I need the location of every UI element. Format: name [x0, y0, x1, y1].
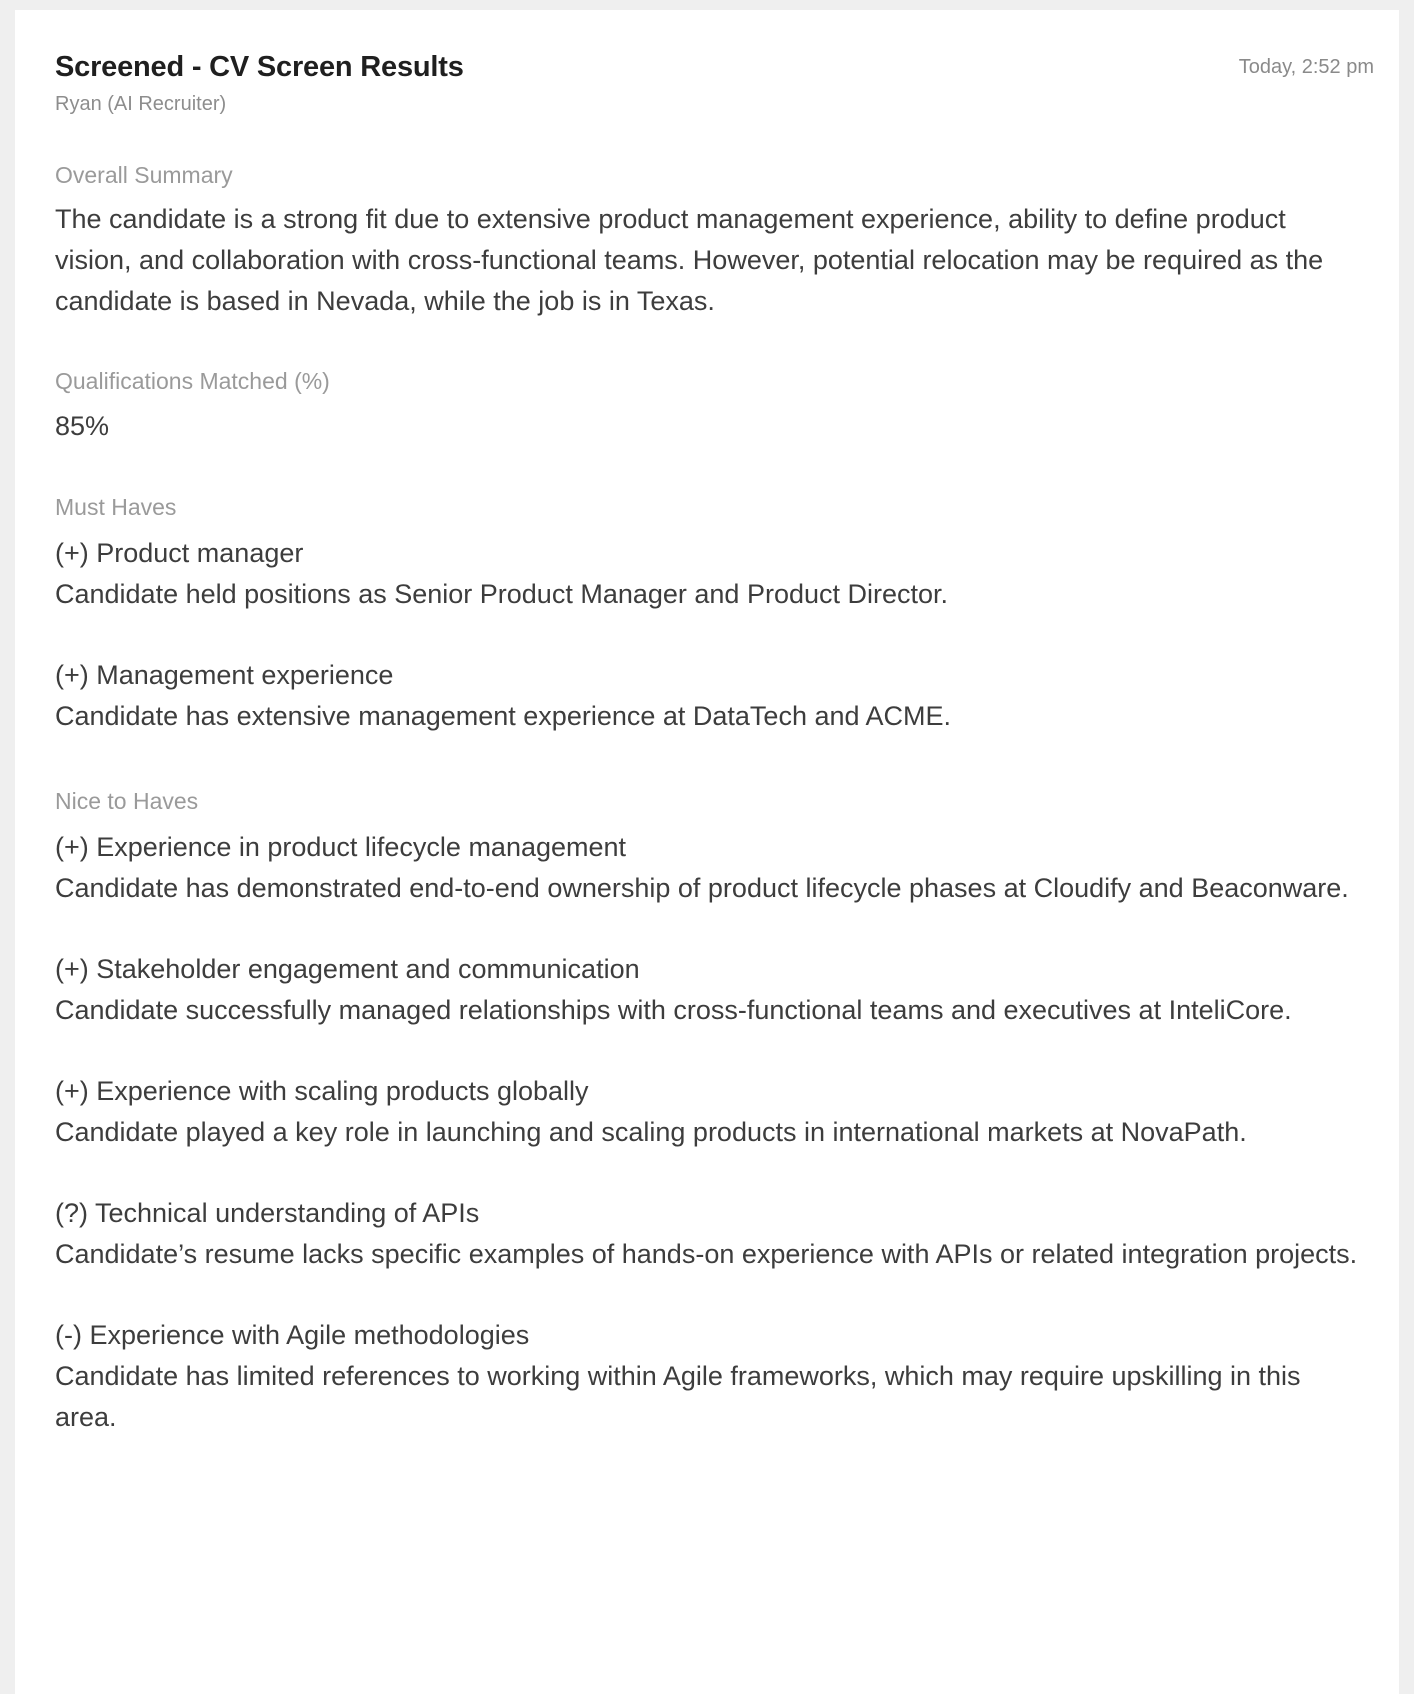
author-name: Ryan (AI Recruiter): [55, 93, 227, 115]
item-detail: Candidate has demonstrated end-to-end ownership of product lifecycle phases at Cloudify and Beaconware.: [55, 873, 1349, 903]
card-title: Screened - CV Screen Results: [55, 51, 464, 83]
nice-to-haves-label: Nice to Haves: [55, 788, 199, 814]
summary-text: The candidate is a strong fit due to extensive product management experience, ability to define product vision, and collaboration with cross-functional teams. However, potential relocation may be required as the candidate is based in Nevada, while the job is in Texas.: [55, 204, 1324, 316]
must-haves-label: Must Haves: [55, 494, 177, 520]
nice-to-haves-list: [55, 827, 1399, 1438]
list-item: [55, 827, 1365, 909]
list-item: [55, 949, 1365, 1031]
item-detail: Candidate’s resume lacks specific examples of hands-on experience with APIs or related integration projects.: [55, 1239, 1358, 1269]
item-title: (+) Stakeholder engagement and communication: [55, 954, 640, 984]
must-haves-list: [55, 533, 1399, 737]
list-item: [55, 1315, 1365, 1438]
list-item: [55, 533, 1365, 615]
item-title: (?) Technical understanding of APIs: [55, 1198, 480, 1228]
timestamp: Today, 2:52 pm: [1238, 56, 1374, 78]
item-detail: Candidate played a key role in launching and scaling products in international markets at NovaPath.: [55, 1117, 1247, 1147]
summary-label: Overall Summary: [55, 162, 233, 188]
item-title: (+) Experience in product lifecycle management: [55, 832, 627, 862]
item-title: (+) Experience with scaling products globally: [55, 1076, 589, 1106]
qualifications-value: 85%: [55, 411, 110, 441]
item-title: (+) Management experience: [55, 660, 394, 690]
card-header: [55, 10, 1374, 116]
item-detail: Candidate has extensive management experience at DataTech and ACME.: [55, 701, 952, 731]
item-title: (-) Experience with Agile methodologies: [55, 1320, 530, 1350]
item-detail: Candidate successfully managed relationships with cross-functional teams and executives at InteliCore.: [55, 995, 1292, 1025]
list-item: [55, 1193, 1365, 1275]
screen-results-card: [15, 10, 1399, 1694]
list-item: [55, 655, 1365, 737]
item-detail: Candidate held positions as Senior Product Manager and Product Director.: [55, 579, 949, 609]
item-title: (+) Product manager: [55, 538, 304, 568]
list-item: [55, 1071, 1365, 1153]
qualifications-label: Qualifications Matched (%): [55, 368, 330, 394]
item-detail: Candidate has limited references to working within Agile frameworks, which may require upskilling in this area.: [55, 1361, 1301, 1432]
